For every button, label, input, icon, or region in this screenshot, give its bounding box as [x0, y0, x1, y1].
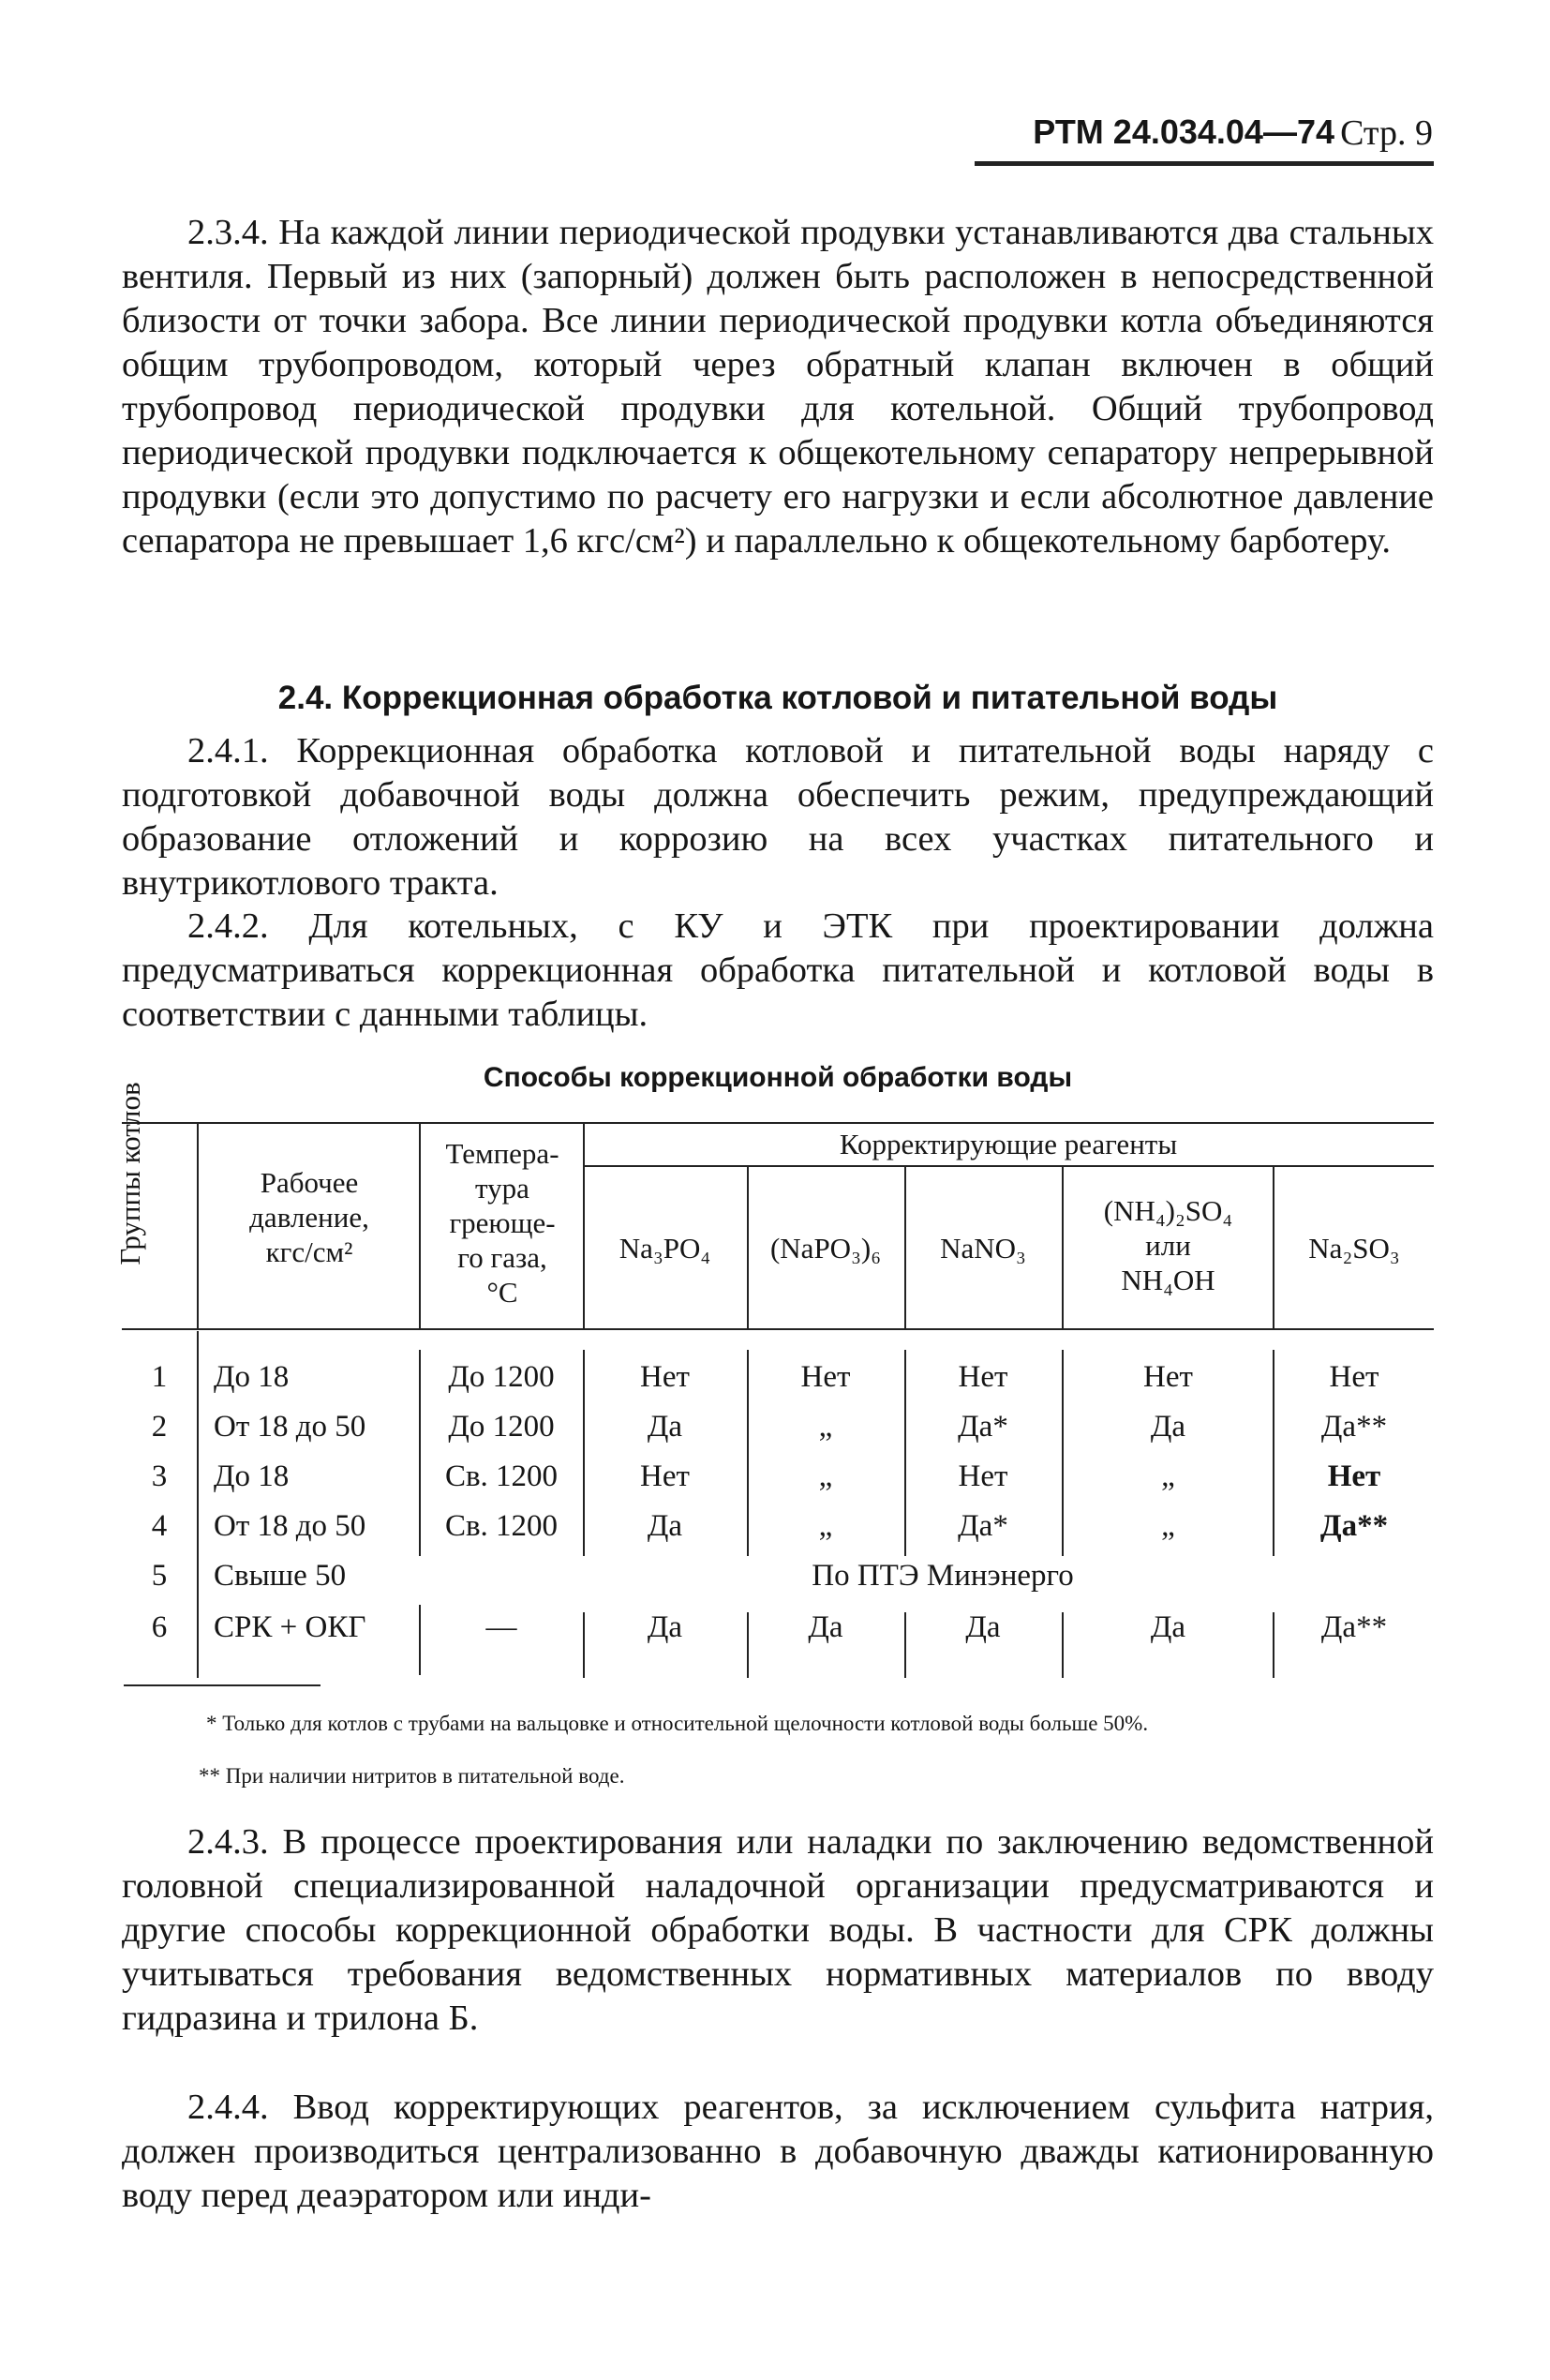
cell-group: 3 — [151, 1459, 168, 1493]
header-temp-line: го газа, — [457, 1241, 547, 1274]
cell-pressure: До 18 — [214, 1360, 290, 1394]
footnote-2: ** При наличии нитритов в питательной воде. — [199, 1764, 625, 1788]
header-reagents: Корректирующие реагенты — [839, 1128, 1178, 1160]
cell-reagent: „ — [818, 1459, 833, 1493]
header-reagent-napo3: (NaPO₃)₆ — [769, 1232, 882, 1265]
header-reagent-nh4-line: NH₄OH — [1121, 1264, 1215, 1296]
cell-temp: — — [485, 1610, 517, 1644]
cell-group: 1 — [151, 1360, 168, 1394]
header-reagent-nh4 — [1064, 1193, 1273, 1297]
table-header-bottom-rule — [122, 1328, 1434, 1330]
cell-pressure: СРК + ОКГ — [214, 1610, 366, 1644]
page-number: Стр. 9 — [1340, 113, 1433, 153]
footnote-1: * Только для котлов с трубами на вальцовке и относительной щелочности котловой воды больше 50%. — [206, 1712, 1149, 1735]
header-pressure-line: давление, — [249, 1201, 369, 1234]
cell-group: 2 — [151, 1410, 168, 1444]
cell-reagent: „ — [818, 1410, 833, 1444]
header-pressure-line: кгс/см² — [265, 1235, 353, 1268]
cell-reagent: Да** — [1320, 1610, 1388, 1644]
header-reagent-na3po4: Na₃PO₄ — [619, 1232, 711, 1265]
cell-reagent: Да* — [958, 1410, 1008, 1444]
header-temperature — [422, 1136, 583, 1310]
header-reagent-nano3: NaNO₃ — [940, 1232, 1026, 1265]
cell-reagent: Нет — [1329, 1360, 1379, 1394]
cell-reagent: Нет — [958, 1459, 1008, 1493]
header-temp-line: тура — [475, 1172, 529, 1205]
cell-reagent: Да — [808, 1610, 843, 1644]
header-temp-line: °С — [486, 1276, 518, 1309]
header-pressure-line: Рабочее — [260, 1166, 359, 1199]
column-divider — [419, 1350, 421, 1556]
cell-reagent: „ — [1161, 1459, 1175, 1493]
cell-reagent: Да — [1150, 1610, 1186, 1644]
cell-temp: До 1200 — [448, 1360, 555, 1394]
header-reagent-na2so3: Na₂SO₃ — [1308, 1232, 1400, 1265]
paragraph-2-4-4: 2.4.4. Ввод корректирующих реагентов, за исключением сульфита натрия, должен производиться централизованно в добавочную дважды катионированную воду перед деаэратором или инди- — [122, 2088, 1434, 2215]
cell-pressure: Свыше 50 — [214, 1559, 347, 1593]
header-group: Группы котлов — [113, 1082, 146, 1265]
paragraph-2-4-3: 2.4.3. В процессе проектирования или наладки по заключению ведомственной головной специализированной наладочной организации предусматриваются и другие способы коррекционной обработки воды. В частности для СРК должны учитываться требования ведомственных нормативных материалов по вводу гидразина и трилона Б. — [122, 1822, 1434, 2038]
cell-reagent: Нет — [1327, 1459, 1381, 1493]
cell-pressure: От 18 до 50 — [214, 1410, 366, 1444]
cell-span-note: По ПТЭ Минэнерго — [812, 1559, 1074, 1593]
document-code: РТМ 24.034.04—74 — [1033, 112, 1334, 151]
paragraph-2-4-1: 2.4.1. Коррекционная обработка котловой и питательной воды наряду с подготовкой добавочной воды должна обеспечить режим, предупреждающий образование отложений и коррозию на всех участках питательного и внутрикотлового тракта. — [122, 731, 1434, 903]
cell-temp: До 1200 — [448, 1410, 555, 1444]
header-pressure — [201, 1165, 418, 1269]
cell-reagent: „ — [1161, 1509, 1175, 1543]
footnote-rule — [124, 1684, 320, 1686]
column-divider — [419, 1122, 421, 1328]
header-reagent-nh4-line: или — [1145, 1229, 1191, 1262]
cell-pressure: До 18 — [214, 1459, 290, 1493]
cell-group: 5 — [151, 1559, 168, 1593]
column-divider — [419, 1605, 421, 1675]
cell-reagent: „ — [818, 1509, 833, 1543]
reagents-header-rule — [583, 1165, 1434, 1167]
cell-reagent: Да — [647, 1509, 683, 1543]
cell-reagent: Нет — [1143, 1360, 1193, 1394]
cell-reagent: Да — [1150, 1410, 1186, 1444]
header-temp-line: греюще- — [449, 1206, 556, 1239]
cell-reagent: Да** — [1320, 1410, 1388, 1444]
cell-pressure: От 18 до 50 — [214, 1509, 366, 1543]
cell-reagent: Нет — [640, 1360, 690, 1394]
cell-temp: Св. 1200 — [444, 1509, 559, 1543]
cell-reagent: Да — [647, 1610, 683, 1644]
cell-group: 4 — [151, 1509, 168, 1543]
paragraph-2-3-4: 2.3.4. На каждой линии периодической продувки устанавливаются два стальных вентиля. Первый из них (запорный) должен быть расположен в непосредственной близости от точки забора. Все линии периодической продувки котла объединяются общим трубопроводом, который через обратный клапан включен в общий трубопровод периодической продувки для котельной. Общий трубопровод периодической продувки подключается к общекотельному сепаратору непрерывной продувки (если это допустимо по расчету его нагрузки и если абсолютное давление сепаратора не превышает 1,6 кгс/см²) и параллельно к общекотельному барботеру. — [122, 213, 1434, 561]
header-reagent-nh4-line: (NH₄)₂SO₄ — [1103, 1194, 1233, 1227]
section-heading-2-4: 2.4. Коррекционная обработка котловой и питательной воды — [277, 680, 1278, 716]
paragraph-2-4-2: 2.4.2. Для котельных, с КУ и ЭТК при проектировании должна предусматриваться коррекционная обработка питательной и котловой воды в соответствии с данными таблицы. — [122, 906, 1434, 1034]
cell-reagent: Нет — [800, 1360, 851, 1394]
column-divider — [197, 1331, 199, 1678]
cell-group: 6 — [151, 1610, 168, 1644]
cell-reagent: Нет — [640, 1459, 690, 1493]
cell-reagent: Да — [647, 1410, 683, 1444]
header-temp-line: Темпера- — [445, 1137, 559, 1170]
column-divider — [197, 1122, 199, 1328]
cell-temp: Св. 1200 — [444, 1459, 559, 1493]
cell-reagent: Нет — [958, 1360, 1008, 1394]
cell-reagent: Да** — [1319, 1509, 1389, 1543]
cell-reagent: Да* — [958, 1509, 1008, 1543]
cell-reagent: Да — [965, 1610, 1001, 1644]
table-title: Способы коррекционной обработки воды — [483, 1062, 1073, 1093]
table-top-rule — [122, 1122, 1434, 1124]
